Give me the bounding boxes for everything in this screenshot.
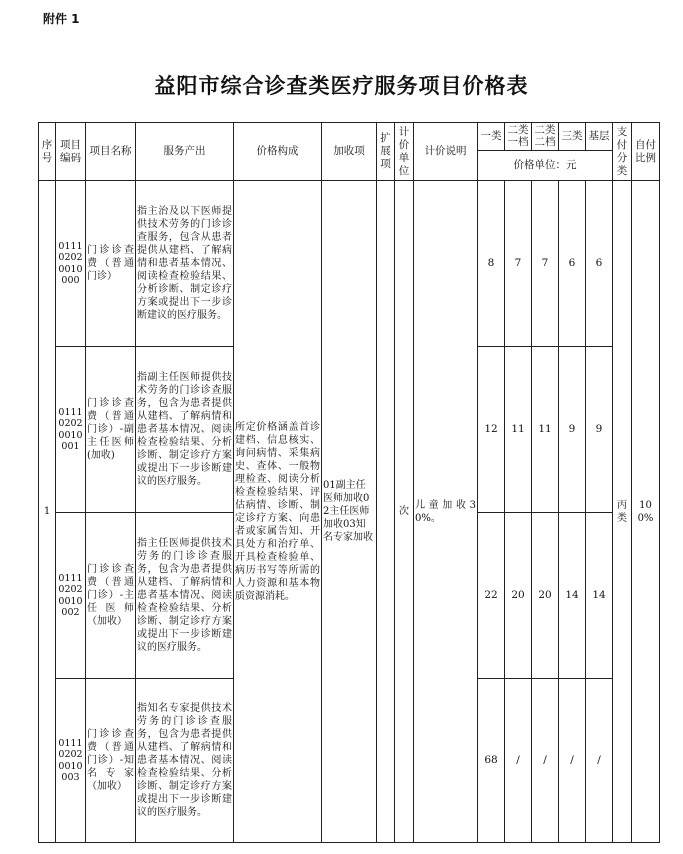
price-class1: 12 [478,347,505,513]
seq-cell: 1 [39,181,56,843]
content-cell: 指主治及以下医师提供技术劳务的门诊诊查服务，包含从患者提供从建档、了解病情和患者基本情况、阅读检查检验结果、分析诊断、制定诊疗方案或提出下一步诊断建议的医疗服务。 [136,181,234,347]
price-class3: / [559,679,586,843]
composition-cell: 所定价格涵盖首诊建档、信息核实、询问病情、采集病史、查体、一般物理检查、阅读分析检查检验结果、评估病情、诊断、制定诊疗方案、向患者或家属告知、开具处方和治疗单、开具检查检验单、病历书写等所需的人力资源和基本物质资源消耗。 [234,181,322,843]
price-base: 9 [586,347,613,513]
content-cell: 指主任医师提供技术劳务的门诊诊查服务，包含为患者提供从建档、了解病情和患者基本情况、阅读检查检验结果、分析诊断、制定诊疗方案或提出下一步诊断建议的医疗服务。 [136,513,234,679]
name-cell: 门诊诊查费（普通门诊）-主任医师（加收） [86,513,136,679]
col-code: 项目编码 [56,123,86,181]
page-title: 益阳市综合诊查类医疗服务项目价格表 [154,74,529,98]
code-cell: 011102020010000 [56,181,86,347]
price-class1: 8 [478,181,505,347]
name-cell: 门诊诊查费（普通门诊）-副主任医师(加收) [86,347,136,513]
col-explain: 计价说明 [414,123,478,181]
col-base: 基层 [586,123,613,151]
name-cell: 门诊诊查费（普通门诊） [86,181,136,347]
col-class1: 一类 [478,123,505,151]
explain-cell: 儿童加收30%。 [414,181,478,843]
col-pay-category: 支付分类 [613,123,632,181]
table-row [39,181,660,347]
price-unit: 价格单位：元 [478,151,613,181]
col-addon: 加收项 [322,123,377,181]
col-class3: 三类 [559,123,586,151]
price-class2-2: 20 [532,513,559,679]
price-base: 6 [586,181,613,347]
addon-cell: 01副主任医师加收02主任医师加收03知名专家加收 [322,181,377,843]
price-class2-1: 7 [505,181,532,347]
price-class3: 9 [559,347,586,513]
price-class3: 14 [559,513,586,679]
price-class2-1: 20 [505,513,532,679]
price-class2-2: / [532,679,559,843]
pay-category-cell: 丙类 [613,181,632,843]
price-table [38,122,660,843]
header-row [39,123,660,151]
col-class2-2: 二类二档 [532,123,559,151]
col-name: 项目名称 [86,123,136,181]
price-class2-2: 11 [532,347,559,513]
code-cell: 011102020010003 [56,679,86,843]
price-base: / [586,679,613,843]
col-self-pay: 自付比例 [632,123,660,181]
col-unit: 计价单位 [395,123,414,181]
col-ext: 扩展项 [377,123,395,181]
col-seq: 序号 [39,123,56,181]
price-base: 14 [586,513,613,679]
col-content: 服务产出 [136,123,234,181]
name-cell: 门诊诊查费（普通门诊）-知名专家（加收） [86,679,136,843]
content-cell: 指副主任医师提供技术劳务的门诊诊查服务，包含为患者提供从建档、了解病情和患者基本情况、阅读检查检验结果、分析诊断、制定诊疗方案或提出下一步诊断建议的医疗服务。 [136,347,234,513]
price-class2-2: 7 [532,181,559,347]
col-composition: 价格构成 [234,123,322,181]
ext-cell [377,181,395,843]
col-class2-1: 二类一档 [505,123,532,151]
price-class3: 6 [559,181,586,347]
content-cell: 指知名专家提供技术劳务的门诊诊查服务，包含为患者提供从建档、了解病情和患者基本情况、阅读检查检验结果、分析诊断、制定诊疗方案或提出下一步诊断建议的医疗服务。 [136,679,234,843]
price-class2-1: / [505,679,532,843]
unit-cell: 次 [395,181,414,843]
price-class1: 68 [478,679,505,843]
price-class1: 22 [478,513,505,679]
code-cell: 011102020010002 [56,513,86,679]
price-class2-1: 11 [505,347,532,513]
self-pay-cell: 100% [632,181,660,843]
attachment-label: 附件 1 [43,12,80,26]
code-cell: 011102020010001 [56,347,86,513]
